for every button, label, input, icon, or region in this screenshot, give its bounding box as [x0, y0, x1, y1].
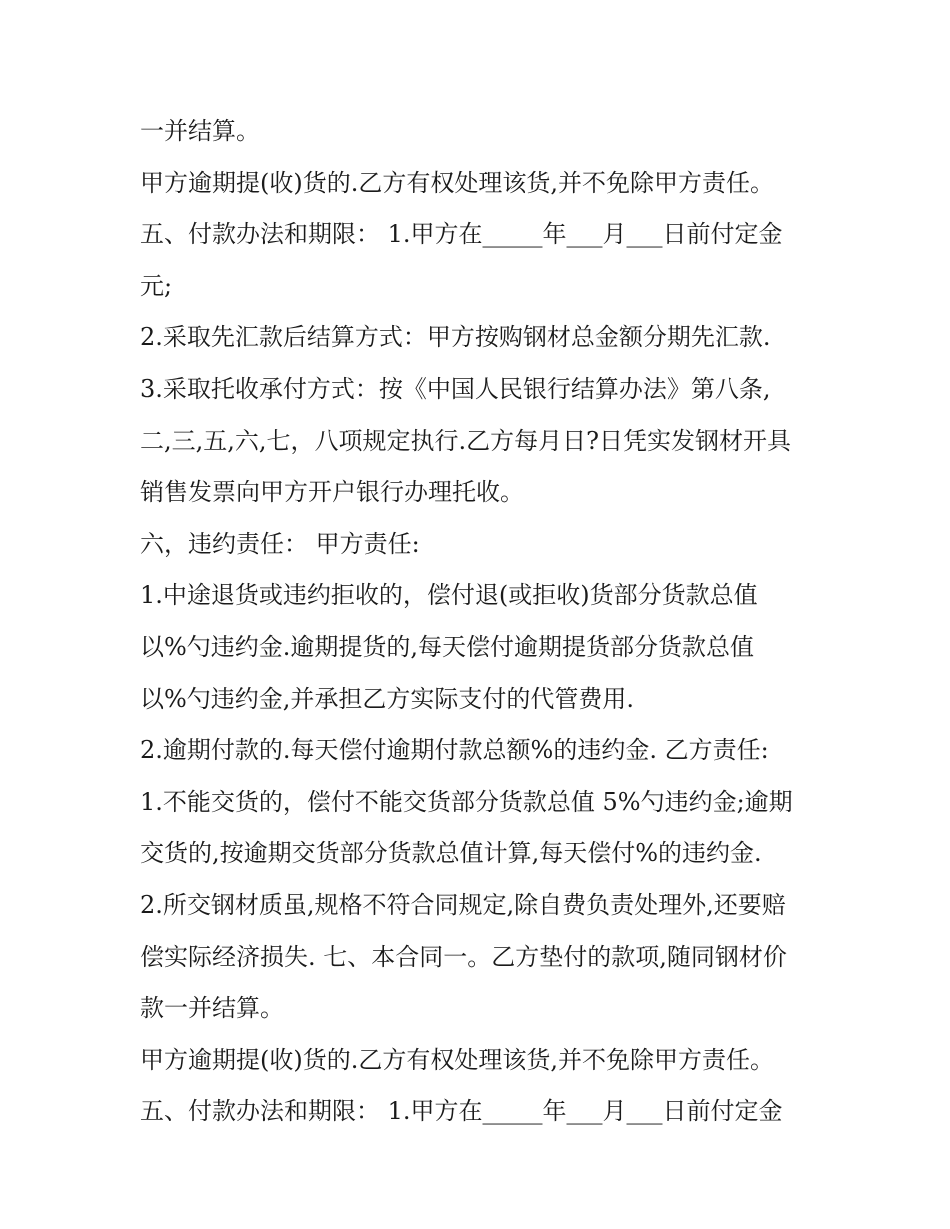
text-line: 交货的,按逾期交货部分货款总值计算,每天偿付%的违约金.	[140, 839, 762, 868]
text-line: 款一并结算。	[140, 994, 284, 1023]
text-line: 以%勺违约金,并承担乙方实际支付的代管费用.	[140, 684, 635, 713]
text-line: 以%勺违约金.逾期提货的,每天偿付逾期提货部分货款总值	[140, 632, 755, 661]
text-line: 3.采取托收承付方式：按《中国人民银行结算办法》第八条,	[140, 374, 771, 403]
text-line: 甲方逾期提(收)货的.乙方有权处理该货,并不免除甲方责任。	[140, 1045, 774, 1074]
text-line: 2.所交钢材质虽,规格不符合同规定,除自费负责处理外,还要赔	[140, 890, 786, 919]
text-line: 五、付款办法和期限： 1.甲方在_____年___月___日前付定金	[140, 220, 783, 249]
text-line: 二,三,五,六,七，八项规定执行.乙方每月日?日凭实发钢材开具	[140, 426, 792, 455]
text-line: 元;	[140, 271, 173, 300]
text-line: 2.逾期付款的.每天偿付逾期付款总额%的违约金. 乙方责任:	[140, 736, 769, 765]
text-line: 偿实际经济损失. 七、本合同一。乙方垫付的款项,随同钢材价	[140, 942, 787, 971]
text-line: 销售发票向甲方开户银行办理托收。	[140, 478, 524, 507]
text-line: 1.中途退货或违约拒收的，偿付退(或拒收)货部分货款总值	[140, 581, 758, 610]
text-line: 甲方逾期提(收)货的.乙方有权处理该货,并不免除甲方责任。	[140, 168, 774, 197]
text-line: 六，违约责任： 甲方责任:	[140, 529, 420, 558]
contract-text	[140, 106, 820, 1138]
text-line: 2.采取先汇款后结算方式：甲方按购钢材总金额分期先汇款.	[140, 323, 771, 352]
text-line: 1.不能交货的，偿付不能交货部分货款总值 5%勺违约金;逾期	[140, 787, 793, 816]
text-line: 五、付款办法和期限： 1.甲方在_____年___月___日前付定金	[140, 1097, 783, 1126]
text-line: 一并结算。	[140, 117, 260, 145]
